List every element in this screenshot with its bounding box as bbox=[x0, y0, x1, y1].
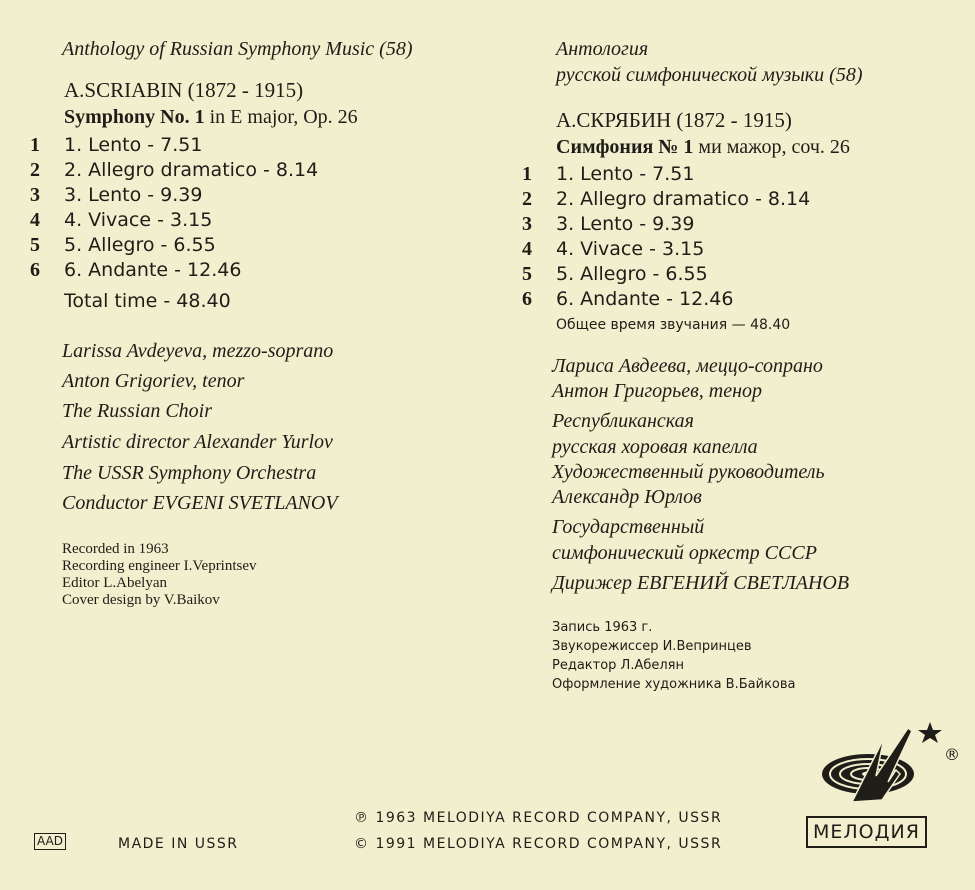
performer-line: Республиканская bbox=[552, 410, 694, 432]
melodiya-logo-text: МЕЛОДИЯ bbox=[806, 816, 927, 848]
performer-line: Anton Grigoriev, tenor bbox=[62, 370, 245, 392]
track-title: 2. Allegro dramatico - 8.14 bbox=[64, 159, 319, 181]
track-row bbox=[522, 163, 532, 186]
track-title: 1. Lento - 7.51 bbox=[64, 134, 203, 156]
track-title: 5. Allegro - 6.55 bbox=[64, 234, 216, 256]
track-row bbox=[522, 288, 532, 311]
track-row bbox=[522, 238, 532, 261]
performer-line: Larissa Avdeyeva, mezzo-soprano bbox=[62, 340, 334, 362]
track-title: 1. Lento - 7.51 bbox=[556, 163, 695, 185]
track-title: 3. Lento - 9.39 bbox=[556, 213, 695, 235]
track-number: 5 bbox=[30, 234, 40, 256]
track-row bbox=[30, 134, 40, 157]
melodiya-emblem-icon bbox=[812, 712, 962, 810]
performer-line: русская хоровая капелла bbox=[552, 436, 758, 458]
track-row bbox=[30, 234, 40, 257]
track-number: 4 bbox=[30, 209, 40, 231]
track-row bbox=[522, 188, 532, 211]
anthology-title-en: Anthology of Russian Symphony Music (58) bbox=[62, 38, 413, 60]
total-time-ru: Общее время звучания — 48.40 bbox=[556, 317, 791, 333]
track-number: 5 bbox=[522, 263, 532, 285]
copyright-1991: © 1991 MELODIYA RECORD COMPANY, USSR bbox=[354, 836, 723, 852]
melodiya-emblem bbox=[812, 712, 962, 810]
work-title-en bbox=[64, 106, 358, 129]
track-number: 1 bbox=[30, 134, 40, 156]
credit-line: Оформление художника В.Байкова bbox=[552, 677, 796, 692]
track-title: 2. Allegro dramatico - 8.14 bbox=[556, 188, 811, 210]
credit-line: Запись 1963 г. bbox=[552, 620, 653, 635]
credit-line: Recorded in 1963 bbox=[62, 541, 169, 557]
track-title: 6. Andante - 12.46 bbox=[64, 259, 242, 281]
registered-mark: ® bbox=[944, 745, 960, 764]
credit-line: Recording engineer I.Veprintsev bbox=[62, 558, 257, 574]
credit-line: Редактор Л.Абелян bbox=[552, 658, 684, 673]
anthology-title-ru-line2: русской симфонической музыки (58) bbox=[556, 64, 863, 86]
performer-line: Художественный руководитель bbox=[552, 461, 825, 483]
track-title: 4. Vivace - 3.15 bbox=[556, 238, 705, 260]
track-row bbox=[30, 209, 40, 232]
credit-line: Звукорежиссер И.Вепринцев bbox=[552, 639, 752, 654]
performer-line: Государственный bbox=[552, 516, 705, 538]
performer-line: Conductor EVGENI SVETLANOV bbox=[62, 492, 338, 514]
track-number: 1 bbox=[522, 163, 532, 185]
work-key-ru: ми мажор, соч. 26 bbox=[693, 136, 850, 158]
track-row bbox=[522, 213, 532, 236]
composer-ru: А.СКРЯБИН (1872 - 1915) bbox=[556, 108, 792, 132]
track-row bbox=[30, 184, 40, 207]
credits-ru bbox=[552, 618, 796, 694]
work-name-ru: Симфония № 1 bbox=[556, 136, 694, 158]
track-row bbox=[30, 159, 40, 182]
anthology-title-ru-line1: Антология bbox=[556, 38, 649, 60]
track-title: 6. Andante - 12.46 bbox=[556, 288, 734, 310]
copyright-phonogram: ℗ 1963 MELODIYA RECORD COMPANY, USSR bbox=[354, 810, 723, 826]
track-number: 2 bbox=[30, 159, 40, 181]
track-row bbox=[522, 263, 532, 286]
work-key-en: in E major, Op. 26 bbox=[204, 106, 358, 128]
track-number: 3 bbox=[522, 213, 532, 235]
performer-line: The USSR Symphony Orchestra bbox=[62, 462, 317, 484]
aad-badge: AAD bbox=[34, 833, 66, 850]
track-number: 6 bbox=[30, 259, 40, 281]
track-title: 3. Lento - 9.39 bbox=[64, 184, 203, 206]
credit-line: Editor L.Abelyan bbox=[62, 575, 167, 591]
work-title-ru bbox=[556, 136, 850, 159]
track-number: 3 bbox=[30, 184, 40, 206]
track-title: 5. Allegro - 6.55 bbox=[556, 263, 708, 285]
track-number: 4 bbox=[522, 238, 532, 260]
performer-line: Антон Григорьев, тенор bbox=[552, 380, 763, 402]
performer-line: симфонический оркестр СССР bbox=[552, 542, 817, 564]
work-name-en: Symphony No. 1 bbox=[64, 106, 205, 128]
total-time-en: Total time - 48.40 bbox=[64, 290, 231, 312]
performer-line: Artistic director Alexander Yurlov bbox=[62, 431, 333, 453]
credit-line: Cover design by V.Baikov bbox=[62, 592, 220, 608]
performer-line: Лариса Авдеева, меццо-сопрано bbox=[552, 355, 823, 377]
performer-line: Александр Юрлов bbox=[552, 486, 702, 508]
performer-line: Дирижер ЕВГЕНИЙ СВЕТЛАНОВ bbox=[552, 572, 850, 594]
track-number: 2 bbox=[522, 188, 532, 210]
made-in: MADE IN USSR bbox=[118, 836, 239, 852]
track-title: 4. Vivace - 3.15 bbox=[64, 209, 213, 231]
composer-en: A.SCRIABIN (1872 - 1915) bbox=[64, 78, 304, 102]
track-number: 6 bbox=[522, 288, 532, 310]
track-row bbox=[30, 259, 40, 282]
credits-en bbox=[62, 541, 257, 609]
performer-line: The Russian Choir bbox=[62, 400, 213, 422]
